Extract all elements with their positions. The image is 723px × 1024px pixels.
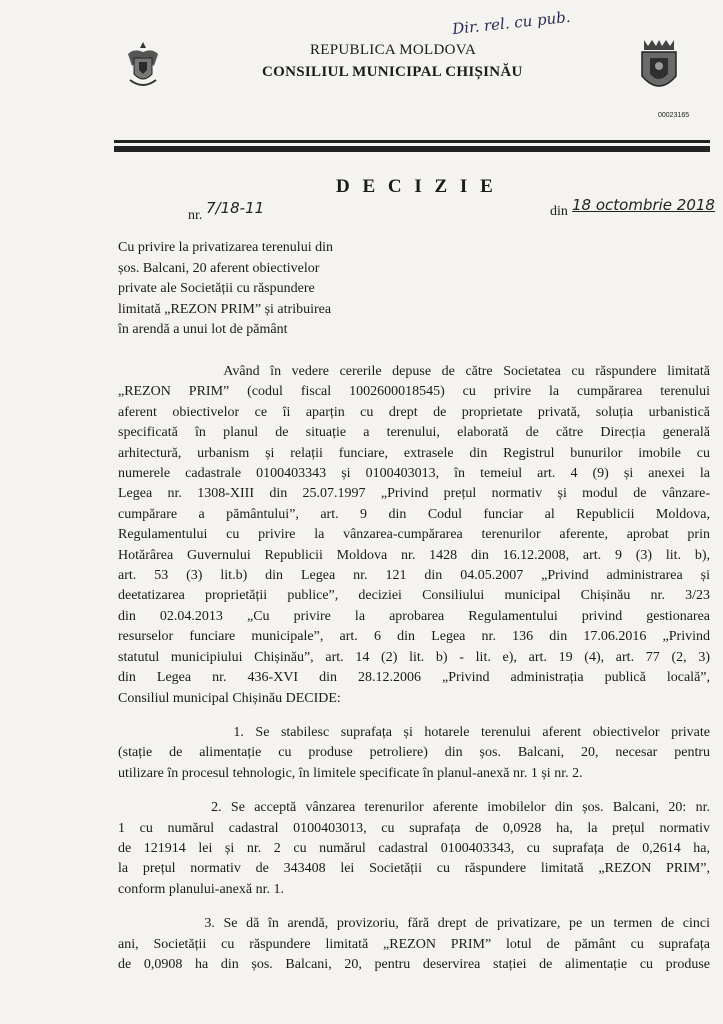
point-2-paragraph [118,798,710,900]
document-title: D E C I Z I E [336,176,497,197]
header-divider-thick [114,146,710,152]
text-line: la prețul normativ de 343408 lei Societății cu răspundere limitată „REZON PRIM”, [118,861,710,877]
subject-line: limitată „REZON PRIM” și atribuirea [118,301,332,317]
text-line: Hotărârea Guvernului Republicii Moldova nr. 1428 din 16.12.2008, art. 9 (3) lit. b), [118,547,710,563]
text-line: 1 cu numărul cadastral 0100403013, cu suprafața de 0,0928 ha, la prețul normativ [118,820,710,836]
text-line: arhitectură, urbanism și relații funciare, extrasele din Registrul bunurilor imobile cu [118,445,710,461]
subject-line: Cu privire la privatizarea terenului din [118,240,333,255]
decision-body [118,362,710,975]
text-line: din Legea nr. 436-XVI din 28.12.2006 „Privind administrația publică locală”, [118,670,710,686]
text-line: ani, Societății cu răspundere limitată „REZON PRIM” lotul de pământ cu suprafața [118,936,710,952]
text-line: de 121914 lei și nr. 2 cu numărul cadastral 0100403343, cu suprafața de 0,2614 ha, [118,840,710,856]
text-line: Regulamentului cu privire la vânzarea-cumpărarea terenurilor aferente, aprobat prin [118,527,710,543]
subject-line: în arendă a unui lot de pământ [118,322,288,337]
text-line: de 0,0908 ha din șos. Balcani, 20, pentru deservirea stației de alimentație cu produse [118,956,710,972]
point-3-paragraph [118,914,710,975]
preamble-paragraph [118,362,710,709]
decision-date-handwritten: 18 octombrie 2018 [572,196,715,214]
chisinau-coat-of-arms-icon [636,36,682,98]
text-line: 2. Se acceptă vânzarea terenurilor aferente imobilelor din șos. Balcani, 20: nr. [118,800,710,816]
text-line: aferent obiectivelor ce îi aparțin cu drept de proprietate privată, soluția urbanistică [118,404,710,420]
decision-date-label: din [550,204,568,219]
document-code: 00023165 [658,112,690,119]
moldova-coat-of-arms-icon [124,40,162,92]
decision-number-handwritten: 7/18-11 [206,199,265,217]
text-line: art. 53 (3) lit.b) din Legea nr. 121 din 04.05.2007 „Privind administrarea și [118,568,710,584]
point-1-paragraph [118,723,710,784]
text-line: 3. Se dă în arendă, provizoriu, fără drept de privatizare, pe un termen de cinci [118,916,710,932]
decision-subject [118,238,384,341]
text-line: „REZON PRIM” (codul fiscal 1002600018545) cu privire la cumpărarea terenului [118,384,710,400]
text-line: cumpărare a pământului”, art. 9 din Codul funciar al Republicii Moldova, [118,506,710,522]
text-line: (stație de alimentație cu produse petroliere) din șos. Balcani, 20, necesar pentru [118,745,710,761]
text-line: statutul municipiului Chișinău”, art. 14 (2) lit. b) - lit. e), art. 19 (4), art. 77 (2, 3) [118,649,710,665]
text-line: numerele cadastrale 0100403343 și 0100403013, în temeiul art. 4 (9) și anexei la [118,466,710,482]
council-name: CONSILIUL MUNICIPAL CHIȘINĂU [262,64,523,80]
text-line: Consiliul municipal Chișinău DECIDE: [118,690,341,706]
subject-line: private ale Societății cu răspundere [118,281,315,296]
text-line: 1. Se stabilesc suprafața și hotarele terenului aferent obiectivelor private [118,724,710,740]
text-line: conform planului-anexă nr. 1. [118,881,285,897]
text-line: din 02.04.2013 „Cu privire la aprobarea Regulamentului privind gestionarea [118,608,710,624]
decision-number-label: nr. [188,208,203,223]
handwritten-routing-note: Dir. rel. cu pub. [451,7,572,39]
text-line: utilizare în procesul tehnologic, în limitele specificate în planul-anexă nr. 1 și nr. 2. [118,765,583,781]
text-line: resurselor funciare municipale”, art. 6 din Legea nr. 136 din 17.06.2016 „Privind [118,629,710,645]
text-line: Având în vedere cererile depuse de către Societatea cu răspundere limitată [118,364,710,379]
country-name: REPUBLICA MOLDOVA [310,42,477,58]
text-line: specificată în planul de situație a terenului, elaborată de către Direcția generală [118,425,710,441]
text-line: deetatizarea proprietății publice”, deciziei Consiliului municipal Chișinău nr. 3/23 [118,588,710,604]
subject-line: șos. Balcani, 20 aferent obiectivelor [118,260,320,276]
header-divider-thin [114,140,710,143]
text-line: Legea nr. 1308-XIII din 25.07.1997 „Privind prețul normativ și modul de vânzare- [118,486,710,502]
